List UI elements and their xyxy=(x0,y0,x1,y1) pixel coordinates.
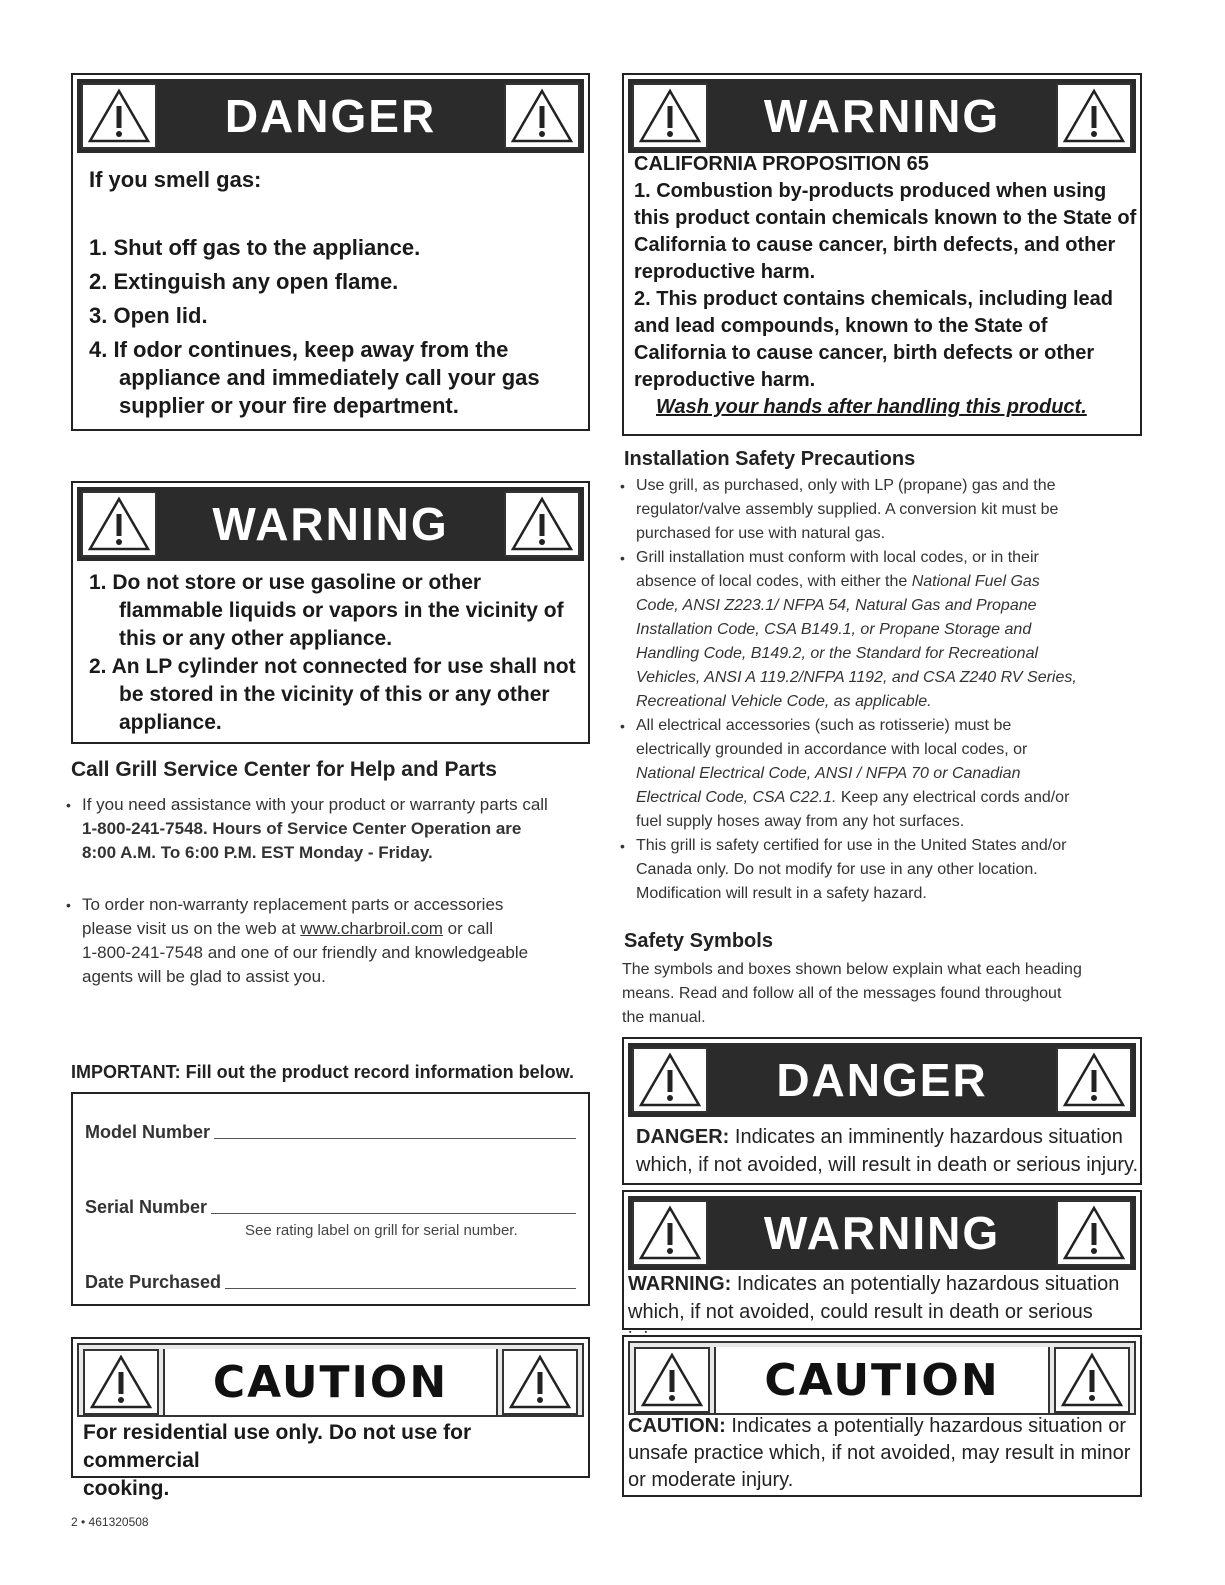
danger-step: 4. If odor continues, keep away from the xyxy=(89,337,509,362)
warning-gasoline-box xyxy=(71,481,590,744)
service-bullet xyxy=(62,793,592,865)
serial-number-note: See rating label on grill for serial number. xyxy=(245,1222,518,1239)
install-code-ref: Recreational Vehicle Code, as applicable. xyxy=(636,693,932,710)
date-purchased-line[interactable] xyxy=(225,1288,576,1289)
danger-label: DANGER xyxy=(224,90,437,142)
symbols-heading: Safety Symbols xyxy=(624,930,773,952)
prop65-content xyxy=(634,151,1136,421)
danger-step-cont: appliance and immediately call your gas xyxy=(119,365,540,390)
warning-triangle-icon xyxy=(634,1347,710,1413)
service-bullet xyxy=(62,893,592,989)
install-code-ref: Electrical Code, CSA C22.1. xyxy=(636,789,837,806)
important-text: Fill out the product record information below. xyxy=(180,1062,574,1082)
install-code-ref: Vehicles, ANSI A 119.2/NFPA 1192, and CSA Z240 RV Series, xyxy=(636,669,1077,686)
symbols-text xyxy=(622,958,1082,1030)
install-line: purchased for use with natural gas. xyxy=(636,525,886,542)
caution-label: CAUTION xyxy=(714,1347,1050,1413)
caution-line: For residential use only. Do not use for commercial xyxy=(83,1421,472,1472)
serial-number-label: Serial Number xyxy=(85,1197,208,1217)
symbol-caution-text xyxy=(628,1413,1130,1494)
install-bullet xyxy=(616,834,1156,906)
symbol-danger-line: which, if not avoided, will result in death or serious injury. xyxy=(636,1154,1139,1176)
warning-line: flammable liquids or vapors in the vicinity of xyxy=(119,599,564,622)
install-line: • This grill is safety certified for use in the United States and/or xyxy=(636,837,1067,854)
danger-banner xyxy=(77,79,584,153)
warning-triangle-icon xyxy=(1054,1347,1130,1413)
warning-line: this or any other appliance. xyxy=(119,627,393,650)
model-number-line[interactable] xyxy=(214,1138,576,1139)
prop65-title: CALIFORNIA PROPOSITION 65 xyxy=(634,153,929,175)
install-line: fuel supply hoses away from any hot surfaces. xyxy=(636,813,965,830)
caution-text xyxy=(83,1419,588,1503)
warning-triangle-icon xyxy=(1056,1047,1132,1113)
install-code-ref: Installation Code, CSA B149.1, or Propane Storage and xyxy=(636,621,1032,638)
caution-line: cooking. xyxy=(83,1477,170,1500)
warning-banner xyxy=(77,487,584,561)
symbols-line: The symbols and boxes shown below explain what each heading xyxy=(622,961,1082,978)
service-text-part: or call xyxy=(442,919,494,938)
service-text xyxy=(62,793,592,989)
install-line xyxy=(636,786,1156,810)
danger-step: 3. Open lid. xyxy=(89,303,208,328)
warning-triangle-icon xyxy=(1056,1200,1132,1266)
install-line: electrically grounded in accordance with local codes, or xyxy=(636,741,1028,758)
symbol-caution-line xyxy=(628,1413,1130,1440)
warning-banner xyxy=(628,1196,1136,1270)
symbol-danger-text xyxy=(636,1123,1138,1179)
prop65-line: California to cause cancer, birth defects or other xyxy=(634,342,1095,364)
symbol-caution-box xyxy=(622,1335,1142,1497)
service-line: • If you need assistance with your product or warranty parts call xyxy=(82,795,548,814)
prop65-line: 2. This product contains chemicals, including lead xyxy=(634,288,1113,310)
serial-number-field[interactable] xyxy=(85,1197,576,1218)
serial-number-line[interactable] xyxy=(211,1213,576,1214)
danger-intro: If you smell gas: xyxy=(89,167,262,192)
symbol-warning-line xyxy=(628,1270,1140,1298)
symbol-caution-line: or moderate injury. xyxy=(628,1469,794,1491)
symbol-warning-label: WARNING: xyxy=(628,1273,732,1295)
prop65-box xyxy=(622,73,1142,436)
warning-label: WARNING xyxy=(763,1207,1001,1259)
install-text-part: Keep any electrical cords and/or xyxy=(836,789,1070,806)
prop65-line: reproductive harm. xyxy=(634,369,816,391)
danger-step: 1. Shut off gas to the appliance. xyxy=(89,235,421,260)
install-code-ref: Code, ANSI Z223.1/ NFPA 54, Natural Gas and Propane xyxy=(636,597,1037,614)
prop65-line: this product contain chemicals known to the State of xyxy=(634,207,1137,229)
install-line: • All electrical accessories (such as rotisserie) must be xyxy=(636,717,1012,734)
symbol-warning-line: which, if not avoided, could result in death or serious xyxy=(628,1301,1093,1323)
install-line: • Grill installation must conform with local codes, or in their xyxy=(636,549,1039,566)
warning-triangle-icon xyxy=(504,491,580,557)
warning-line: be stored in the vicinity of this or any other xyxy=(119,683,550,706)
service-phone-hours: 1-800-241-7548. Hours of Service Center Operation are xyxy=(82,819,522,838)
install-line: • Use grill, as purchased, only with LP (propane) gas and the xyxy=(636,477,1056,494)
warning-lines xyxy=(89,569,576,737)
warning-line: 1. Do not store or use gasoline or other xyxy=(89,571,482,594)
warning-label: WARNING xyxy=(212,498,449,550)
service-line xyxy=(82,917,592,941)
symbol-danger-label: DANGER: xyxy=(636,1126,730,1148)
danger-label: DANGER xyxy=(776,1054,988,1106)
prop65-line: 1. Combustion by-products produced when using xyxy=(634,180,1107,202)
danger-banner xyxy=(628,1043,1136,1117)
symbol-danger-box xyxy=(622,1037,1142,1185)
warning-triangle-icon xyxy=(504,83,580,149)
warning-triangle-icon xyxy=(83,1349,159,1415)
warning-triangle-icon xyxy=(502,1349,578,1415)
symbol-warning-desc: Indicates an potentially hazardous situation xyxy=(731,1273,1120,1295)
warning-label: WARNING xyxy=(763,90,1001,142)
prop65-wash-hands: Wash your hands after handling this product. xyxy=(656,396,1087,418)
product-record-box xyxy=(71,1092,590,1306)
date-purchased-label: Date Purchased xyxy=(85,1272,222,1292)
install-code-ref: Handling Code, B149.2, or the Standard for Recreational xyxy=(636,645,1039,662)
symbol-caution-label: CAUTION: xyxy=(628,1415,726,1437)
page-footer: 2 • 461320508 xyxy=(71,1515,149,1529)
install-code-ref: National Fuel Gas xyxy=(911,573,1040,590)
model-number-label: Model Number xyxy=(85,1122,211,1142)
caution-banner xyxy=(77,1343,584,1417)
install-line: Modification will result in a safety hazard. xyxy=(636,885,927,902)
warning-banner xyxy=(628,79,1136,153)
prop65-line: reproductive harm. xyxy=(634,261,816,283)
service-heading: Call Grill Service Center for Help and Parts xyxy=(71,758,497,781)
service-text-part: please visit us on the web at xyxy=(82,919,301,938)
symbols-line: the manual. xyxy=(622,1009,706,1026)
danger-step: 2. Extinguish any open flame. xyxy=(89,269,399,294)
prop65-line: and lead compounds, known to the State of xyxy=(634,315,1048,337)
warning-triangle-icon xyxy=(632,83,708,149)
danger-step-cont: supplier or your fire department. xyxy=(119,393,459,418)
caution-residential-box xyxy=(71,1337,590,1500)
symbols-line: means. Read and follow all of the messages found throughout xyxy=(622,985,1062,1002)
install-text-part: absence of local codes, with either the xyxy=(636,573,912,590)
symbol-danger-line xyxy=(636,1123,1138,1151)
symbol-caution-desc: Indicates a potentially hazardous situation or xyxy=(725,1415,1127,1437)
install-text xyxy=(616,474,1156,906)
warning-line: appliance. xyxy=(119,711,222,734)
service-hours: 8:00 A.M. To 6:00 P.M. EST Monday - Friday. xyxy=(82,843,433,862)
install-bullet xyxy=(616,474,1156,546)
warning-triangle-icon xyxy=(81,491,157,557)
install-line: Canada only. Do not modify for use in any other location. xyxy=(636,861,1038,878)
service-line: • To order non-warranty replacement parts or accessories xyxy=(82,895,504,914)
service-line: 1-800-241-7548 and one of our friendly and knowledgeable xyxy=(82,943,529,962)
danger-steps xyxy=(89,231,540,423)
install-bullet xyxy=(616,714,1156,834)
install-line xyxy=(636,570,1156,594)
install-line: regulator/valve assembly supplied. A conversion kit must be xyxy=(636,501,1059,518)
warning-line: 2. An LP cylinder not connected for use shall not xyxy=(89,655,576,678)
warning-triangle-icon xyxy=(1056,83,1132,149)
symbol-warning-box xyxy=(622,1190,1142,1330)
prop65-line: California to cause cancer, birth defects, and other xyxy=(634,234,1116,256)
caution-label: CAUTION xyxy=(163,1349,498,1415)
symbol-caution-line: unsafe practice which, if not avoided, may result in minor xyxy=(628,1442,1131,1464)
charbroil-link[interactable]: www.charbroil.com xyxy=(300,919,443,938)
install-heading: Installation Safety Precautions xyxy=(624,448,916,470)
warning-triangle-icon xyxy=(632,1047,708,1113)
service-line: agents will be glad to assist you. xyxy=(82,967,326,986)
date-purchased-field[interactable] xyxy=(85,1272,576,1293)
symbol-danger-desc: Indicates an imminently hazardous situation xyxy=(729,1126,1123,1148)
warning-triangle-icon xyxy=(632,1200,708,1266)
model-number-field[interactable] xyxy=(85,1122,576,1143)
caution-banner xyxy=(628,1341,1136,1415)
warning-triangle-icon xyxy=(81,83,157,149)
important-note xyxy=(71,1062,574,1083)
important-label: IMPORTANT: xyxy=(71,1062,181,1082)
install-code-ref: National Electrical Code, ANSI / NFPA 70 or Canadian xyxy=(636,765,1021,782)
install-bullet xyxy=(616,546,1156,714)
danger-gas-box xyxy=(71,73,590,431)
